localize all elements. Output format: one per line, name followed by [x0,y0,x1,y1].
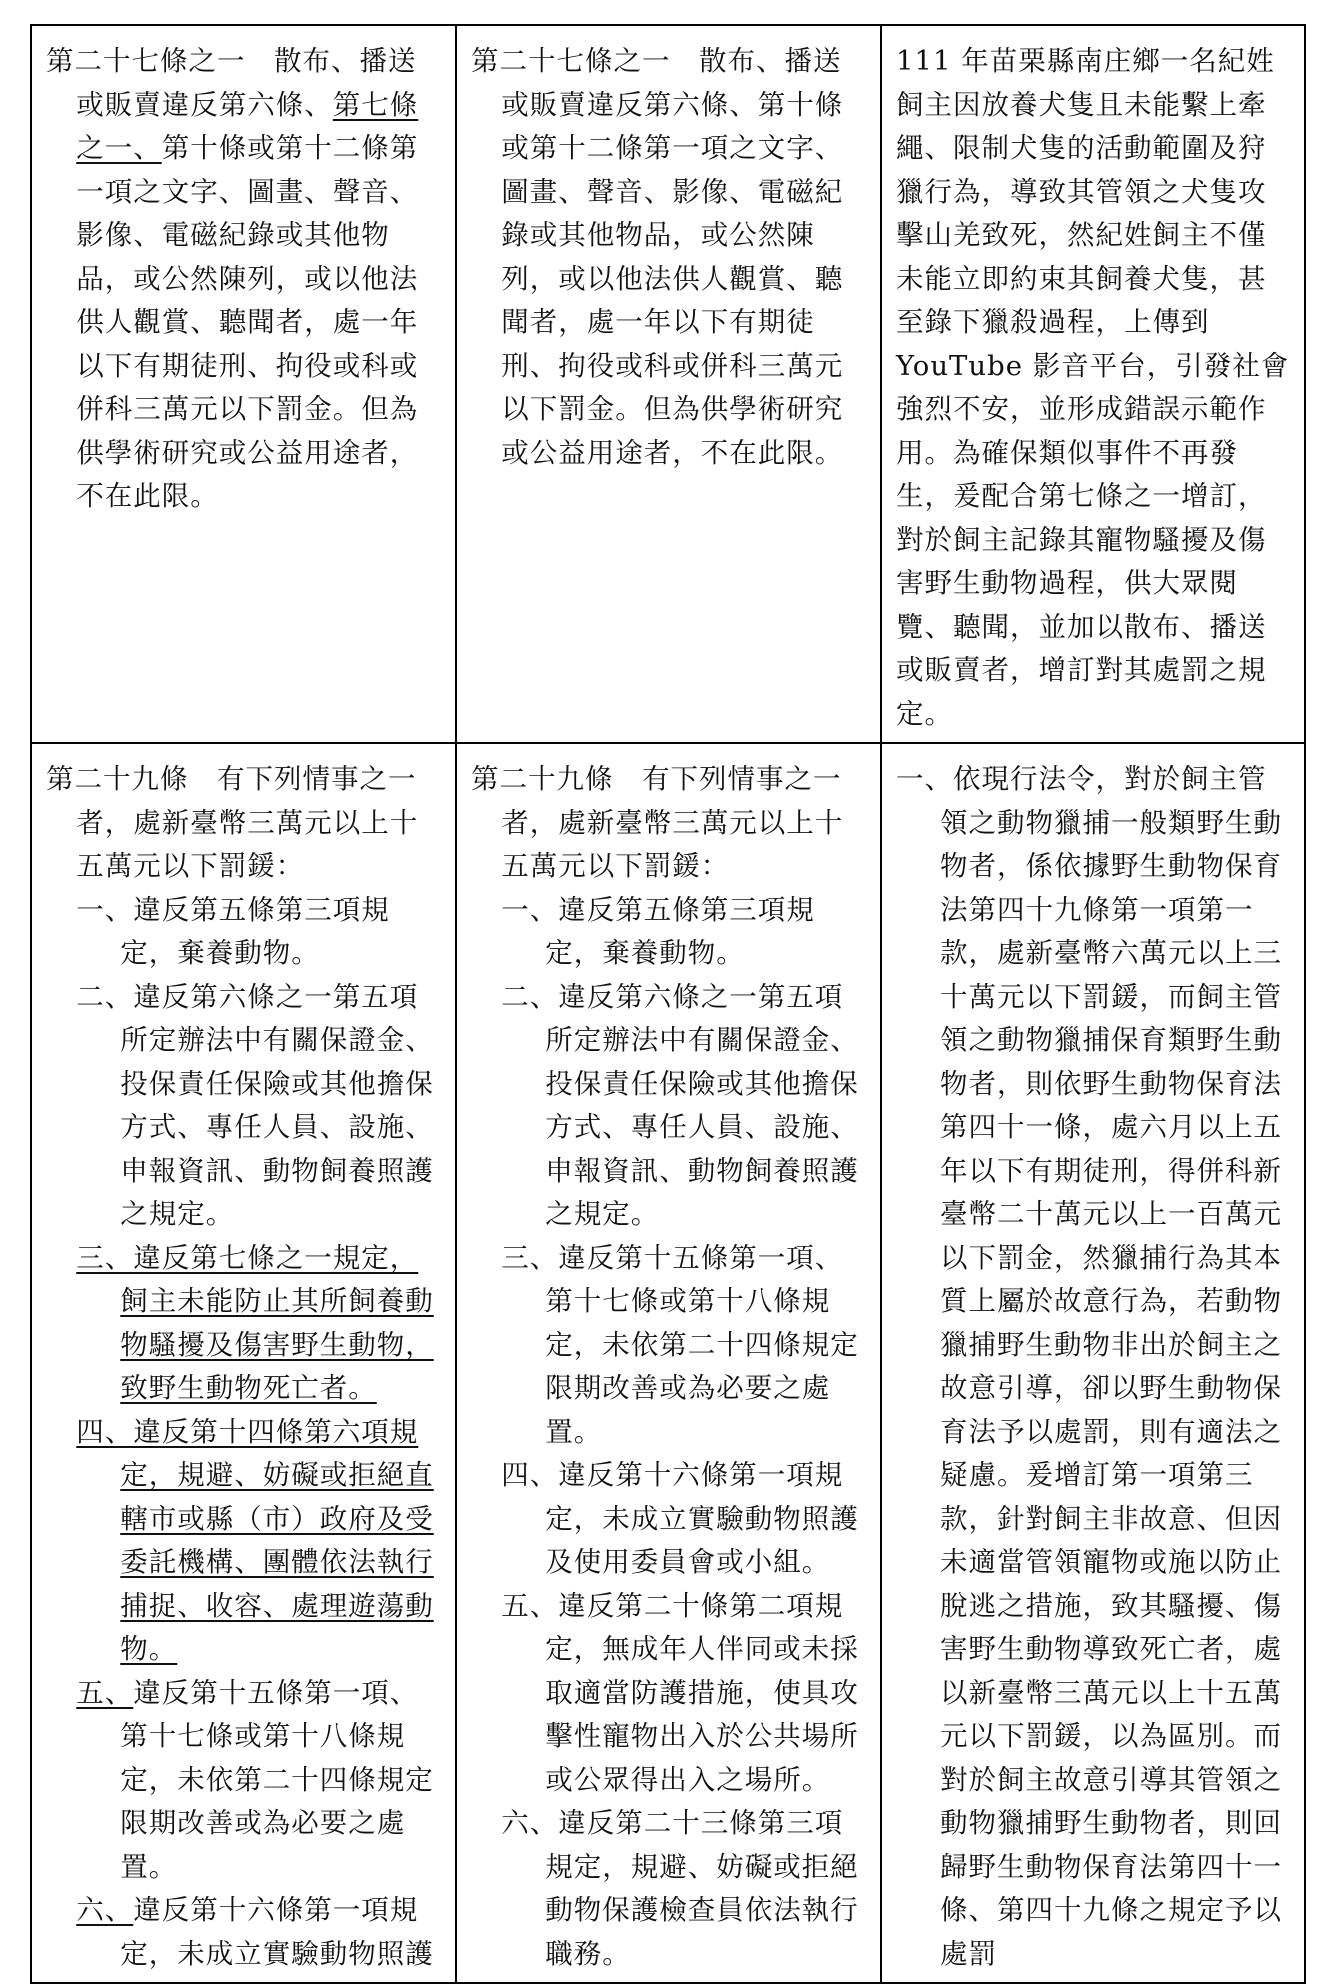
list-item: 一、違反第五條第三項規定，棄養動物。 [76,893,390,969]
table-row [31,25,1305,743]
current-text-cell [456,25,881,743]
current-text-cell [456,743,881,1983]
reason-cell [881,25,1305,743]
added-text: 三、違反第七條之一規定，飼主未能防止其所飼養動物騷擾及傷害野生動物，致野生動物死亡者。 [76,1241,434,1404]
reason-text: 一、依現行法令，對於飼主管領之動物獵捕一般類野生動物者，係依據野生動物保育法第四十九條第一項第一款，處新臺幣六萬元以上三十萬元以下罰鍰，而飼主管領之動物獵捕保育類野生動物者，則依野生動物保育法第四十一條，處六月以上五年以下有期徒刑，得併科新臺幣二十萬元以上一百萬元以下罰金，然獵捕行為其本質上屬於故意行為，若動物獵捕野生動物非出於飼主之故意引導，卻以野生動物保育法予以處罰，則有適法之疑慮。爰增訂第一項第三款，針對飼主非故意、但因未適當管領寵物或施以防止脫逃之措施，致其騷擾、傷害野生動物導致死亡者，處以新臺幣三萬元以上十五萬元以下罰鍰，以為區別。而對於飼主故意引導其管領之動物獵捕野生動物者，則回歸野生動物保育法第四十一條、第四十九條之規定予以處罰 [896,763,1282,1970]
comparison-table-page [30,24,1304,1984]
article-29-head-current: 第二十九條 有下列情事之一者，處新臺幣三萬元以上十五萬元以下罰鍰： [471,763,844,882]
list-item: 四、違反第十六條第一項規定，未成立實驗動物照護及使用委員會或小組。 [501,1459,859,1578]
list-item: 五、違反第二十條第二項規定，無成年人伴同或未採取適當防護措施，使具攻擊性寵物出入於公共場所或公眾得出入之場所。 [501,1589,859,1796]
reason-text: 111 年苗栗縣南庄鄉一名紀姓飼主因放養犬隻且未能繫上牽繩、限制犬隻的活動範圍及狩獵行為，導致其管領之犬隻攻擊山羌致死，然紀姓飼主不僅未能立即約束其飼養犬隻，甚至錄下獵殺過程，上傳到 YouTube 影音平台，引發社會強烈不安，並形成錯誤示範作用。為確保類似事件不再發生，爰配合第七條之一增訂，對於飼主記錄其寵物騷擾及傷害野生動物過程，供大眾閱覽、聽聞，並加以散布、播送或販賣者，增訂對其處罰之規定。 [896,45,1290,730]
added-text: 四、違反第十四條第六項規定，規避、妨礙或拒絕直轄市或縣（市）政府及受委託機構、團體依法執行捕捉、收容、處理遊蕩動物。 [76,1415,434,1665]
article-27-1-amended: 第二十七條之一 散布、播送或販賣違反第六條、第七條之一、第十條或第十二條第一項之文字、圖畫、聲音、影像、電磁紀錄或其他物品，或公然陳列，或以他法供人觀賞、聽聞者，處一年以下有期徒刑、拘役或科或併科三萬元以下罰金。但為供學術研究或公益用途者，不在此限。 [46,45,419,512]
amendment-comparison-table [30,24,1306,1984]
list-item: 六、違反第二十三條第三項規定，規避、妨礙或拒絕動物保護檢查員依法執行職務。 [501,1807,859,1970]
amended-text-cell [31,743,456,1983]
list-item [46,1411,441,1672]
list-item: 二、違反第六條之一第五項所定辦法中有關保證金、投保責任保險或其他擔保方式、專任人員、設施、申報資訊、動物飼養照護之規定。 [501,980,859,1230]
renumbered-marker: 五、 [76,1676,134,1709]
list-item: 五、違反第十五條第一項、第十七條或第十八條規定，未依第二十四條規定限期改善或為必要之處置。 [76,1676,434,1883]
added-text: 第七條之一、 [76,88,419,164]
renumbered-marker: 六、 [76,1894,134,1926]
list-item [46,1237,441,1411]
reason-cell [881,743,1305,1983]
list-item: 二、違反第六條之一第五項所定辦法中有關保證金、投保責任保險或其他擔保方式、專任人員、設施、申報資訊、動物飼養照護之規定。 [76,980,434,1230]
article-27-1-current: 第二十七條之一 散布、播送或販賣違反第六條、第十條或第十二條第一項之文字、圖畫、聲音、影像、電磁紀錄或其他物品，或公然陳列，或以他法供人觀賞、聽聞者，處一年以下有期徒刑、拘役或科或併科三萬元以下罰金。但為供學術研究或公益用途者，不在此限。 [471,45,844,469]
table-row [31,743,1305,1983]
list-item: 三、違反第十五條第一項、第十七條或第十八條規定，未依第二十四條規定限期改善或為必要之處置。 [501,1241,859,1448]
list-item: 一、違反第五條第三項規定，棄養動物。 [501,893,815,969]
article-29-head-amended: 第二十九條 有下列情事之一者，處新臺幣三萬元以上十五萬元以下罰鍰： [46,763,419,882]
amended-text-cell [31,25,456,743]
list-item: 六、違反第十六條第一項規定，未成立實驗動物照護 [76,1894,434,1970]
